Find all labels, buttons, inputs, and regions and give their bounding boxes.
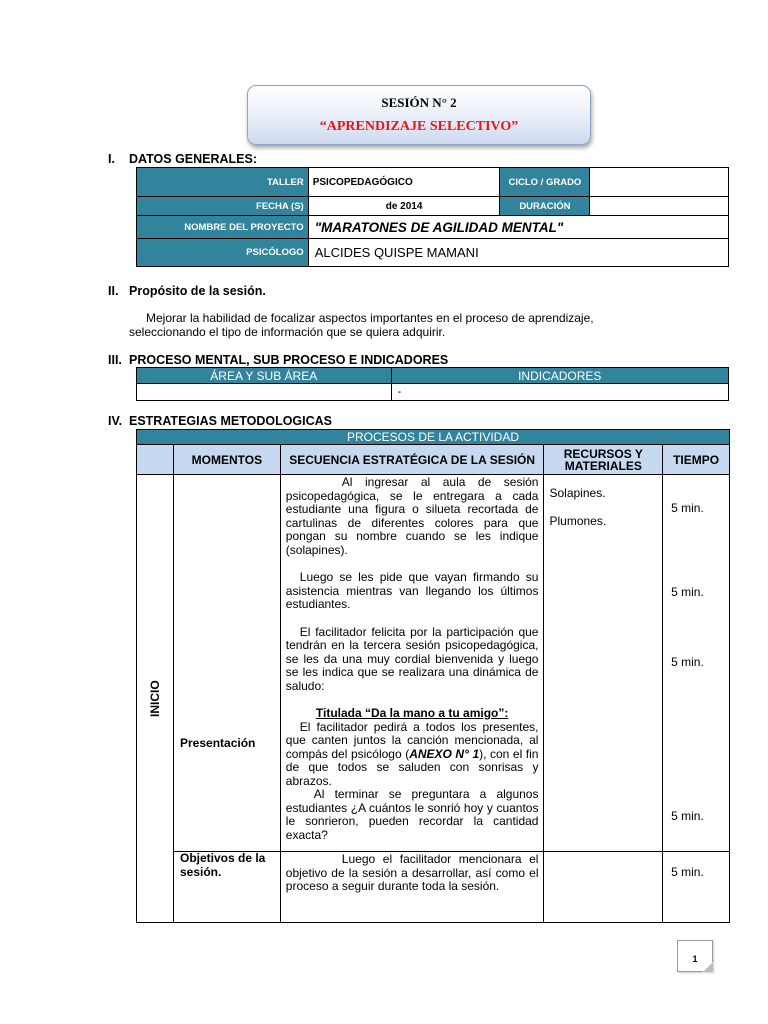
proyecto-value: "MARATONES DE AGILIDAD MENTAL" [308,216,728,239]
moment-presentacion: Presentación [174,475,281,852]
general-data-table [136,167,729,267]
session-number: SESIÓN N° 2 [381,95,457,110]
process-table [136,367,729,401]
indicators-cell: - [391,384,728,401]
session-header-box [247,85,591,145]
dynamic-description: El facilitador pedirá a todos los presentes, que canten juntos la canción mencionada, al compás del psicólogo (ANEXO N° 1), con el fin de que todos se saluden con sonrisas y abrazos. [285,719,539,788]
tiempo-header: TIEMPO [663,445,730,475]
dynamic-subtitle: Titulada “Da la mano a tu amigo”: [315,706,509,720]
phase-label: INICIO [148,679,162,717]
psicologo-value: ALCIDES QUISPE MAMANI [308,239,728,267]
taller-label: TALLER [137,168,309,197]
area-header: ÁREA Y SUB ÁREA [137,368,392,384]
page-number-badge: 1 [677,940,713,972]
page-curl-icon [703,962,713,972]
momentos-header: MOMENTOS [174,445,281,475]
objectives-time: 5 min. [663,852,730,923]
phase-cell [137,475,174,923]
time-cell: 5 min. 5 min. 5 min. 5 min. [663,475,730,852]
secuencia-header: SECUENCIA ESTRATÉGICA DE LA SESIÓN [280,445,544,475]
taller-value: PSICOPEDAGÓGICO [308,168,500,197]
moment-objetivos: Objetivos de la sesión. [174,852,281,923]
strategies-table [136,429,730,923]
resources-cell: Solapines. Plumones. [544,475,663,852]
activity-caption: PROCESOS DE LA ACTIVIDAD [137,430,730,445]
duracion-label: DURACIÓN [500,197,590,216]
ciclo-label: CICLO / GRADO [500,168,590,197]
sequence-cell: Al ingresar al aula de sesión psicopedagógica, se le entregara a cada estudiante una figura o silueta recortada de cartulinas de diferentes colores para que pongan su nombre cuando se les indique (solapines). Luego se les pide que vayan firmando su asistencia mientras van llegando los últimos estudiantes. El facilitador felicita por la participación que tendrán en la tercera sesión psicopedagógica, se les da una muy cordial bienvenida y luego se les indica que se realizara una dinámica de saludo: Titulada “Da la mano a tu amigo”: El facilitador pedirá a todos los presentes, que canten juntos la canción mencionada, al compás del psicólogo (ANEXO N° 1), con el fin de que todos se saluden con sonrisas y abrazos. Al terminar se preguntara a algunos estudiantes ¿A cuántos le sonrió hoy y cuantos le sonrieron, pueden recordar la cantidad exacta? [280,475,544,852]
fecha-label: FECHA (S) [137,197,309,216]
recursos-header: RECURSOS Y MATERIALES [544,445,663,475]
purpose-text: Mejorar la habilidad de focalizar aspectos importantes en el proceso de aprendizaje, seleccionando el tipo de información que se quiera adquirir. [129,311,594,339]
fecha-value: de 2014 [308,197,500,216]
session-title: “APRENDIZAJE SELECTIVO” [319,119,519,134]
indicators-header: INDICADORES [391,368,728,384]
psicologo-label: PSICÓLOGO [137,239,309,267]
header-blank [137,445,174,475]
objectives-resources [544,852,663,923]
objectives-text: Luego el facilitador mencionara el objetivo de la sesión a desarrollar, así como el proceso a seguir durante toda la sesión. [280,852,544,923]
proyecto-label: NOMBRE DEL PROYECTO [137,216,309,239]
ciclo-value [590,168,729,197]
duracion-value [590,197,729,216]
area-cell [137,384,392,401]
